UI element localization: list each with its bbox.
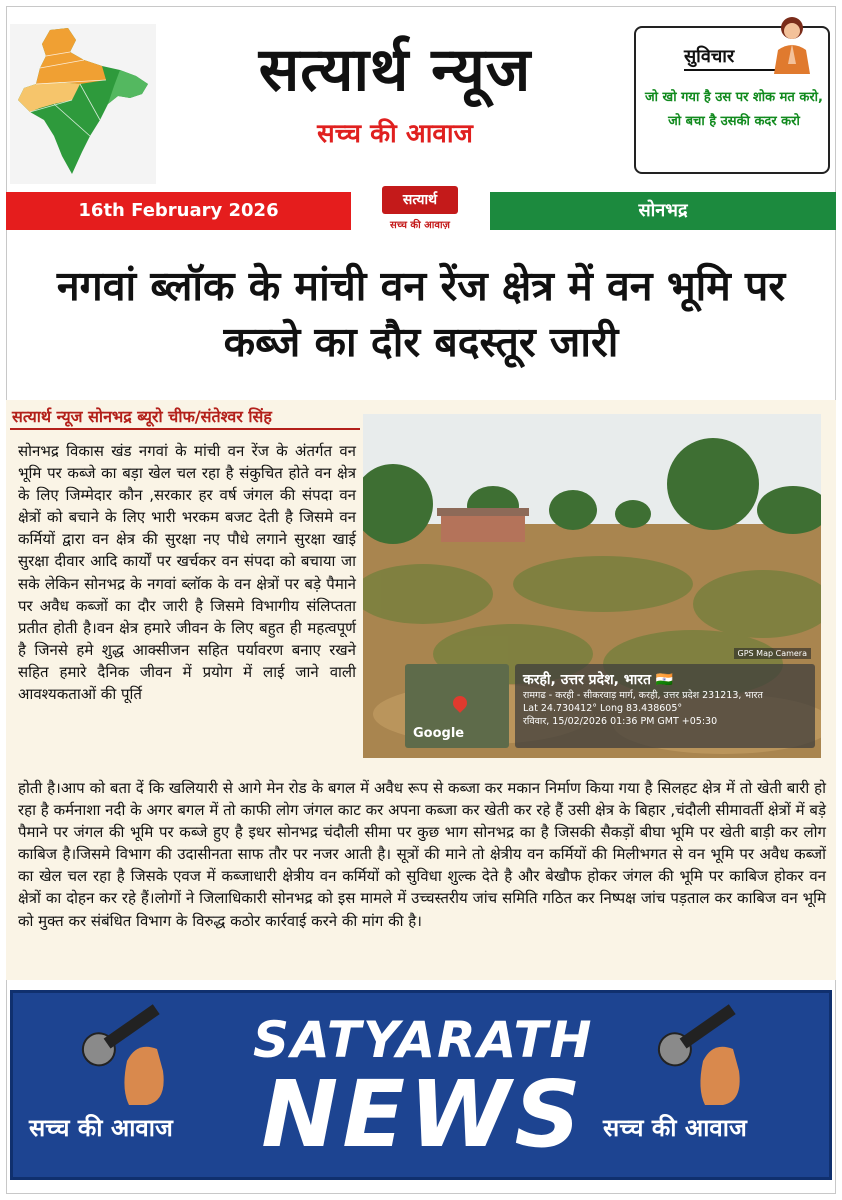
india-map-graphic: [10, 24, 156, 184]
namaste-figure-icon: [760, 14, 824, 76]
masthead-title: सत्यार्थ न्यूज: [258, 35, 532, 105]
banner-title: SATYARATH: [253, 1011, 594, 1069]
byline-rule: [10, 428, 360, 430]
gps-place: करही, उत्तर प्रदेश, भारत 🇮🇳: [523, 672, 674, 688]
banner-slogan-right: सच्च की आवाज: [603, 1114, 747, 1142]
satyarath-banner: [10, 990, 832, 1180]
brand-logo: [380, 186, 460, 238]
byline: सत्यार्थ न्यूज सोनभद्र ब्यूरो चीफ/संतेश्वर सिंह: [12, 407, 272, 426]
news-photo: [363, 414, 821, 758]
article-full-text: होती है।आप को बता दें कि खलियारी से आगे मेन रोड के बगल में अवैध रूप से कब्जा कर मकान निर्माण किया गया है सिलहट क्षेत्र में तो खेती बारी हो रहा है कर्मनाशा नदी के अगर बगल में तो काफी लोग जंगल काट कर अपना कब्जा कर खेती कर रहे हैं उसी क्षेत्र के बिहार ,चंदौली सीमावर्ती क्षेत्रों में बड़े पैमाने पर जंगल की भूमि पर कब्जे हुए है इधर सोनभद्र चंदौली सीमा पर कुछ भाग सोनभद्र का है जिसकी सैकड़ों बीघा भूमि पर खेती बाड़ी कर लोग काबिज है।जिसमे विभाग की उदासीनता साफ तौर पर नजर आती है। सूत्रों की माने तो क्षेत्रीय वन कर्मियों की मिलीभगत से वन भूमि पर अवैध कब्जों का खेल चल रहा है जिसके एवज में कब्जाधारी क्षेत्रीय वन कर्मियों को सुविधा शुल्क देते है और बेखौफ होकर जंगल की भूमि पर काबिज होकर वन क्षेत्रों का दोहन कर रहे हैं।लोगों ने जिलाधिकारी सोनभद्र को इस मामले में उच्चस्तरीय जांच समिति गठित कर निष्पक्ष जांच पड़ताल कर काबिज वन भूमि को मुक्त कर संबंधित विभाग के विरुद्ध कठोर कार्रवाई करने की मांग की है।: [18, 779, 826, 930]
banner-slogan-left: सच्च की आवाज: [29, 1114, 173, 1142]
thought-text: जो खो गया है उस पर शोक मत करो, जो बचा है उसकी कदर करो: [645, 90, 823, 129]
microphone-hand-icon: [653, 1001, 763, 1105]
article-headline: नगवां ब्लॉक के मांची वन रेंज क्षेत्र में वन भूमि पर कब्जे का दौर बदस्तूर जारी: [56, 262, 786, 366]
gps-overlay: [405, 649, 815, 748]
location-band: सोनभद्र: [490, 192, 836, 230]
gps-info-panel: [515, 649, 815, 748]
date-band: 16th February 2026: [6, 192, 351, 230]
gps-coordinates: Lat 24.730412° Long 83.438605°: [523, 703, 683, 714]
microphone-hand-icon: [77, 1001, 187, 1105]
masthead: [170, 30, 620, 150]
google-label: Google: [413, 726, 465, 741]
masthead-tagline: सच्च की आवाज: [317, 119, 473, 149]
banner-news: NEWS: [261, 1061, 585, 1168]
thought-title: सुविचार: [684, 46, 735, 67]
gps-address: रामगढ - करही - सीकरवाड़ मार्ग, करही, उत्तर प्रदेश 231213, भारत: [523, 690, 763, 701]
gps-camera-label: GPS Map Camera: [734, 648, 811, 659]
logo-name: सत्यार्थ: [382, 186, 458, 214]
gps-map-thumbnail: [405, 664, 509, 748]
article-column-text: सोनभद्र विकास खंड नगवां के मांची वन रेंज के अंतर्गत वन भूमि पर कब्जे का बड़ा खेल चल रहा है संकुचित होते वन क्षेत्र के लिए जिम्मेदार कौन ,सरकार हर वर्ष जंगल की संपदा वन क्षेत्रों को बचाने के लिए भारी भरकम बजट देती है जिसमे वन कर्मियों द्वारा वन क्षेत्र की सुरक्षा नए पौधे लगाने सुरक्षा खाई सुरक्षा दीवार आदि कार्यों पर खर्चकर वन संपदा को बचाया जा सके लेकिन सोनभद्र के नगवां ब्लॉक के वन क्षेत्रों पर बड़े पैमाने पर अवैध कब्जों का दौर जारी है जिसमे विभागीय संलिप्तता प्रतीत होती है।वन क्षेत्र हमारे जीवन के लिए बहुत ही महत्वपूर्ण है जिनसे हमे शुद्ध आक्सीजन सहित पर्यावरण बनाए रखने सहित हमारे दैनिक जीवन में प्रयोग में लाई जाने वाली आवश्यकताओं की पूर्ति: [18, 442, 356, 704]
logo-tagline: सच्च की आवाज़: [390, 220, 450, 231]
location-pin-icon: [450, 693, 470, 713]
gps-datetime: रविवार, 15/02/2026 01:36 PM GMT +05:30: [523, 716, 718, 727]
